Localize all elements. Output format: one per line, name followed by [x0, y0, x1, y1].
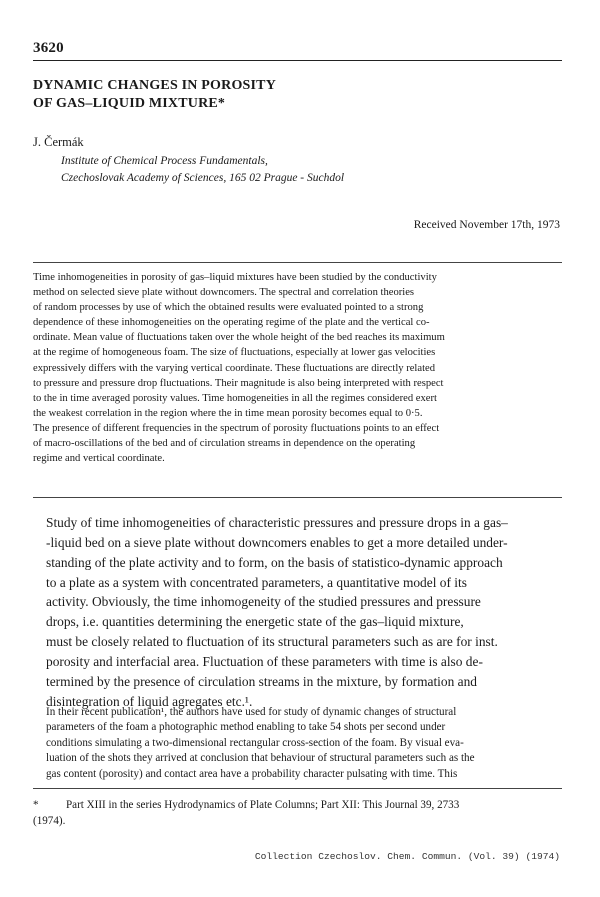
body-line: conditions simulating a two-dimensional rectangular cross-section of the foam. By visual eva-	[46, 736, 464, 749]
abstract-top-rule	[33, 262, 562, 263]
abstract-bottom-rule	[33, 497, 562, 498]
abstract-line: to the in time averaged porosity values. Time homogeneities in all the regimes considered exert	[33, 392, 437, 404]
abstract-line: Time inhomogeneities in porosity of gas–liquid mixtures have been studied by the conductivity	[33, 272, 437, 283]
body-line: to a plate as a system with concentrated parameters, a quantitative model of its	[46, 574, 467, 590]
intro-paragraph	[46, 513, 566, 711]
abstract-line: dependence of these inhomogeneities on the operating regime of the plate and the vertical co-	[33, 317, 430, 329]
footnote-marker: *	[33, 799, 39, 811]
body-line: drops, i.e. quantities determining the energetic state of the gas–liquid mixture,	[46, 614, 464, 630]
author-affiliation	[61, 153, 531, 187]
footnote-text: (1974).	[33, 815, 66, 827]
second-paragraph	[46, 705, 566, 782]
abstract-line: expressively differs with the varying vertical coordinate. These fluctuations are directly related	[33, 362, 436, 374]
body-line: termined by the presence of circulation streams in the mixture, by formation and	[46, 673, 477, 689]
footnote-rule	[33, 788, 562, 789]
body-line: -liquid bed on a sieve plate without downcomers enables to get a more detailed under-	[46, 534, 508, 550]
body-line: disintegration of liquid agregates etc.¹.	[46, 693, 253, 709]
body-line: activity. Obviously, the time inhomogeneity of the studied pressures and pressure	[46, 594, 481, 610]
footnote	[33, 797, 562, 829]
body-line: must be closely related to fluctuation of its structural parameters such as are for inst.	[46, 634, 498, 650]
abstract-line: of random processes by use of which the obtained results were evaluated pointed to a strong	[33, 302, 424, 314]
header-rule	[33, 60, 562, 61]
author-name: J. Čermák	[33, 135, 84, 149]
body-line: In their recent publication¹, the authors have used for study of dynamic changes of structural	[46, 706, 457, 718]
body-line: porosity and interfacial area. Fluctuation of these parameters with time is also de-	[46, 653, 483, 669]
title-line: DYNAMIC CHANGES IN POROSITY	[33, 78, 277, 93]
body-line: standing of the plate activity and to form, on the basis of statistico-dynamic approach	[46, 554, 503, 570]
abstract-line: ordinate. Mean value of fluctuations taken over the whole height of the bed reaches its maximum	[33, 332, 445, 344]
journal-footer: Collection Czechoslov. Chem. Commun. (Vol. 39) (1974)	[254, 851, 560, 862]
abstract-line: the weakest correlation in the region where the in time mean porosity becomes equal to 0·5.	[33, 407, 423, 419]
abstract	[33, 270, 562, 466]
received-date: Received November 17th, 1973	[413, 219, 560, 231]
body-line: parameters of the foam a photographic method enabling to take 54 shots per second under	[46, 721, 446, 734]
body-line: gas content (porosity) and contact area have a probability character pulsating with time. This	[46, 767, 458, 780]
article-title	[33, 77, 553, 113]
abstract-line: of macro-oscillations of the bed and of circulation streams in dependence on the operating	[33, 438, 416, 450]
affiliation-line: Czechoslovak Academy of Sciences, 165 02 Prague - Suchdol	[61, 172, 345, 184]
abstract-line: regime and vertical coordinate.	[33, 453, 165, 465]
page-number: 3620	[33, 40, 64, 56]
abstract-line: The presence of different frequencies in the spectrum of porosity fluctuations points to an effect	[33, 422, 440, 434]
affiliation-line: Institute of Chemical Process Fundamentals,	[61, 155, 268, 167]
abstract-line: at the regime of homogeneous foam. The size of fluctuations, especially at lower gas velocities	[33, 347, 436, 359]
body-line: luation of the shots they arrived at conclusion that behaviour of structural parameters such as the	[46, 752, 475, 765]
abstract-line: to pressure and pressure drop fluctuations. Their magnitude is also being interpreted with respect	[33, 377, 444, 389]
body-line: Study of time inhomogeneities of characteristic pressures and pressure drops in a gas–	[46, 515, 508, 530]
title-line: OF GAS–LIQUID MIXTURE*	[33, 96, 226, 111]
footnote-text: Part XIII in the series Hydrodynamics of Plate Columns; Part XII: This Journal 39, 2733	[66, 799, 460, 811]
abstract-line: method on selected sieve plate without downcomers. The spectral and correlation theories	[33, 287, 415, 299]
